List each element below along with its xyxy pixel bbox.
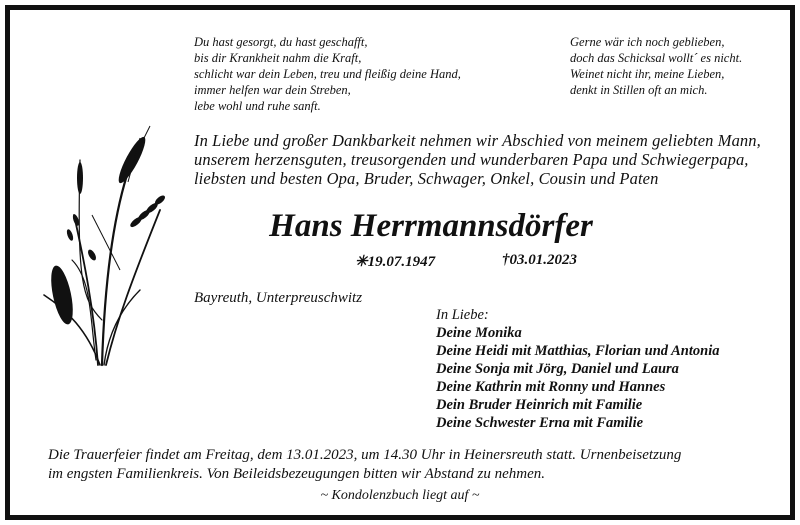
place: Bayreuth, Unterpreuschwitz: [194, 290, 363, 306]
mourner-entry: Deine Monika: [436, 325, 522, 341]
mourners-heading: In Liebe:: [436, 307, 489, 323]
poem-line: bis dir Krankheit nahm die Kraft,: [194, 51, 362, 65]
poem-line: denkt in Stillen oft an mich.: [570, 83, 708, 97]
poem-line: Weinet nicht ihr, meine Lieben,: [570, 67, 725, 81]
intro-line: liebsten und besten Opa, Bruder, Schwager, Onkel, Cousin und Paten: [194, 169, 659, 188]
poem-left: [194, 34, 461, 114]
poem-right: [570, 34, 742, 98]
funeral-info: [48, 446, 681, 484]
funeral-line: Die Trauerfeier findet am Freitag, dem 13.01.2023, um 14.30 Uhr in Heinersreuth statt. Urnenbeisetzung: [48, 447, 682, 463]
poem-line: schlicht war dein Leben, treu und fleißig deine Hand,: [194, 67, 461, 81]
death-date: †03.01.2023: [502, 252, 577, 268]
intro-text: [194, 131, 761, 188]
birth-date: ✳19.07.1947: [355, 254, 436, 270]
intro-line: unserem herzensguten, treusorgenden und wunderbaren Papa und Schwiegerpapa,: [194, 150, 749, 169]
mourners-list: [436, 306, 720, 432]
intro-line: In Liebe und großer Dankbarkeit nehmen wir Abschied von meinem geliebten Mann,: [194, 131, 761, 150]
mourner-entry: Deine Sonja mit Jörg, Daniel und Laura: [436, 361, 679, 377]
condolence-note: ~ Kondolenzbuch liegt auf ~: [320, 488, 480, 503]
funeral-line: im engsten Familienkreis. Von Beileidsbezeugungen bitten wir Abstand zu nehmen.: [48, 466, 546, 482]
mourner-entry: Deine Kathrin mit Ronny und Hannes: [436, 379, 666, 395]
mourner-entry: Deine Schwester Erna mit Familie: [436, 415, 644, 431]
poem-line: lebe wohl und ruhe sanft.: [194, 99, 321, 113]
mourner-entry: Deine Heidi mit Matthias, Florian und Antonia: [436, 343, 720, 359]
poem-line: immer helfen war dein Streben,: [194, 83, 351, 97]
obituary-frame: [5, 5, 795, 520]
mourner-entry: Dein Bruder Heinrich mit Familie: [436, 397, 643, 413]
poem-line: Du hast gesorgt, du hast geschafft,: [194, 35, 368, 49]
deceased-name: Hans Herrmannsdörfer: [269, 208, 593, 244]
poem-line: doch das Schicksal wollt´ es nicht.: [570, 51, 743, 65]
poem-line: Gerne wär ich noch geblieben,: [570, 35, 725, 49]
